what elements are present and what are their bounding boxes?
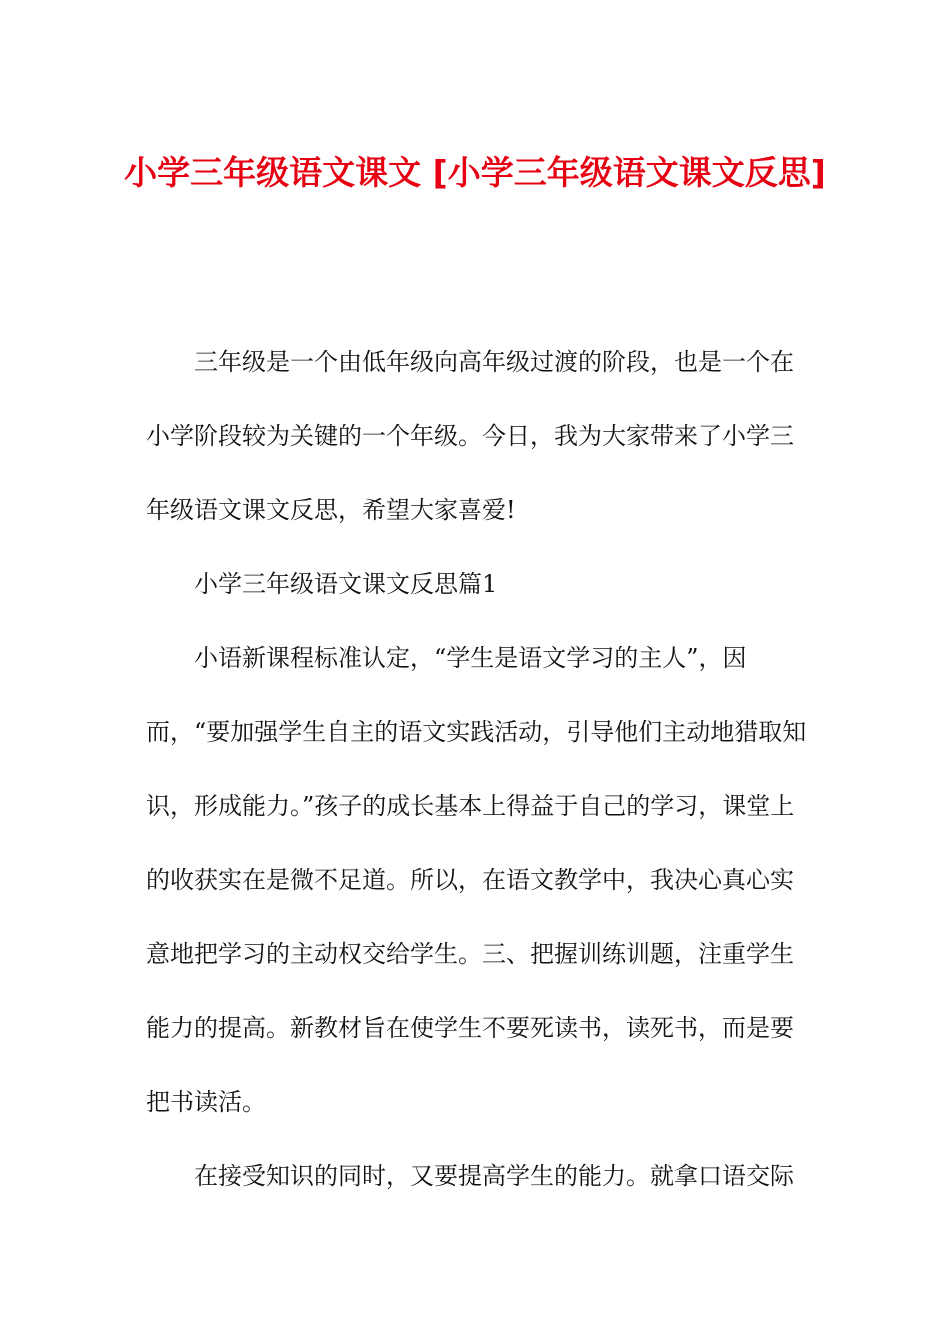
body-paragraph: 小语新课程标准认定，“学生是语文学习的主人”，因而，“要加强学生自主的语文实践活动，引导他们主动地猎取知识，形成能力。”孩子的成长基本上得益于自己的学习，课堂上的收获实在是微不足道。所以，在语文教学中，我决心真心实意地把学习的主动权交给学生。三、把握训练训题，注重学生能力的提高。新教材旨在使学生不要死读书，读死书，而是要把书读活。 [146,644,807,1116]
document-body [146,325,808,1213]
document-title: 小学三年级语文课文 [小学三年级语文课文反思] [124,153,826,192]
section-heading: 小学三年级语文课文反思篇1 [194,570,498,598]
intro-paragraph: 三年级是一个由低年级向高年级过渡的阶段，也是一个在小学阶段较为关键的一个年级。今日，我为大家带来了小学三年级语文课文反思，希望大家喜爱! [146,348,794,524]
body-paragraph: 在接受知识的同时，又要提高学生的能力。就拿口语交际 [194,1162,794,1190]
